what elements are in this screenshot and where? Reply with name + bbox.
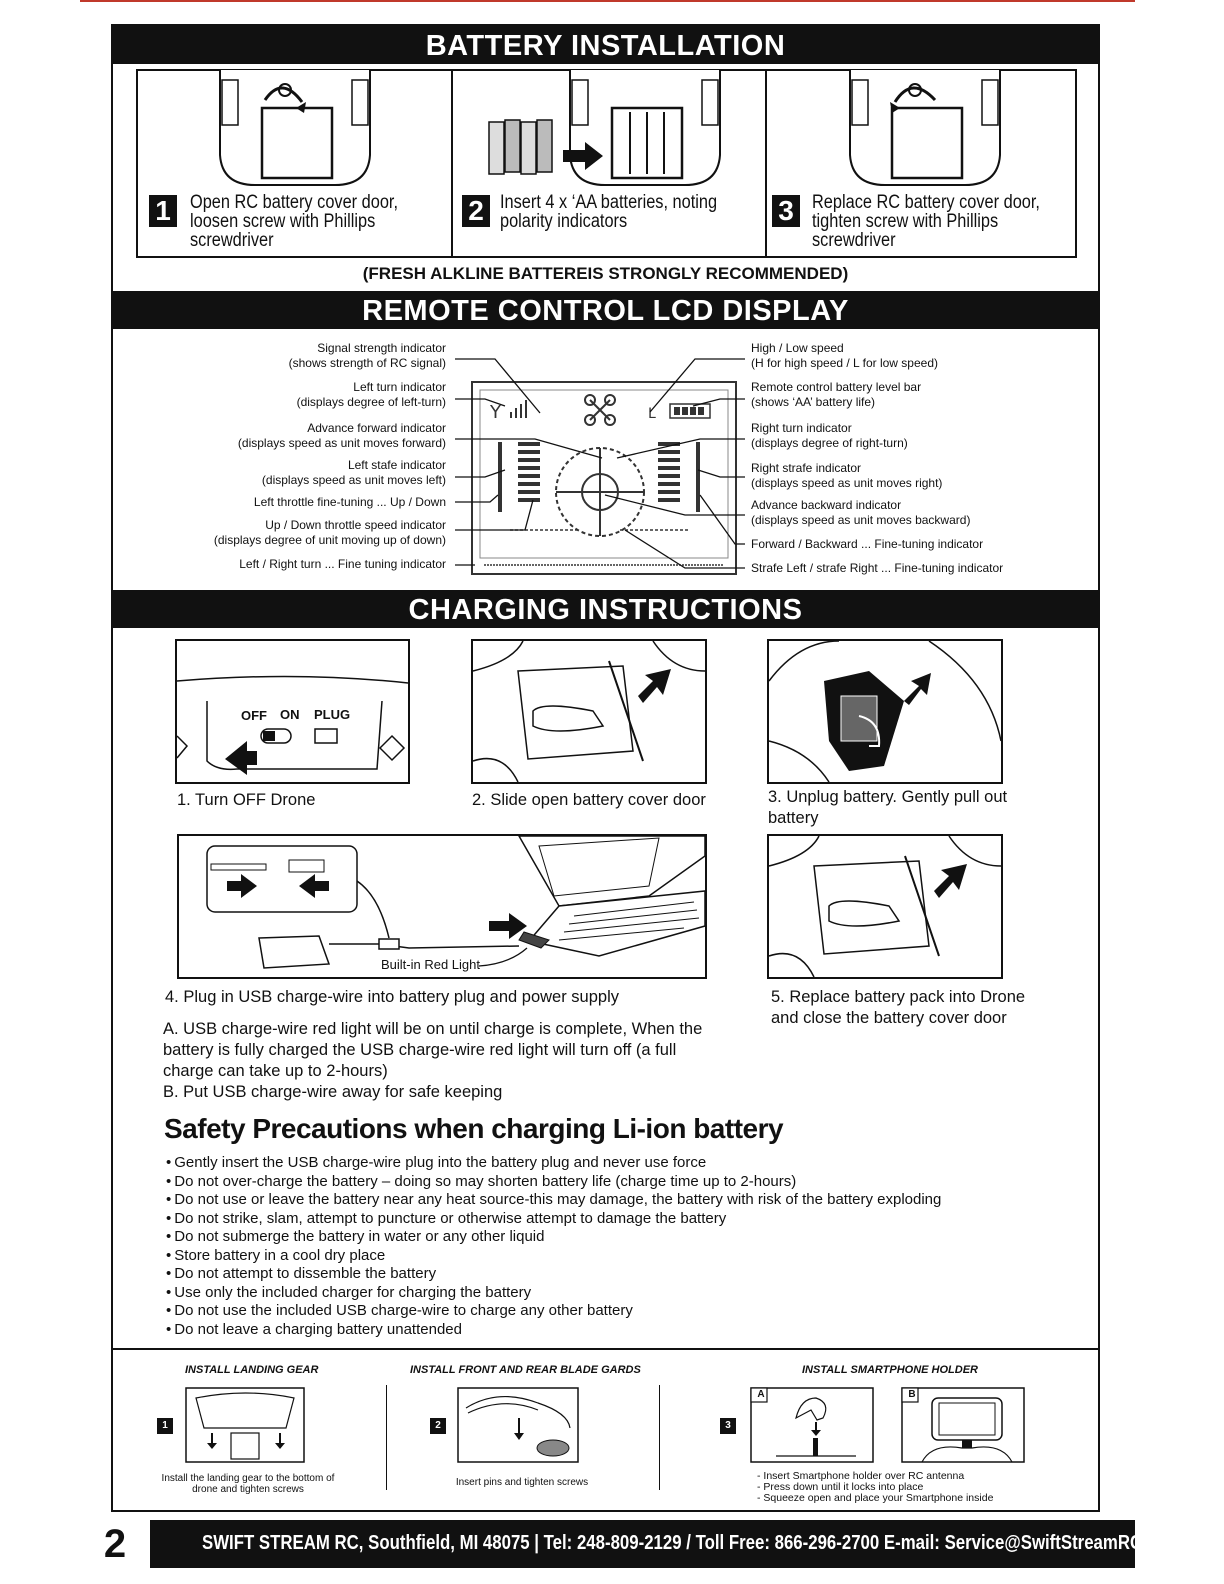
install-landing-gear-caption: Install the landing gear to the bottom of drone and tighten screws [161, 1473, 335, 1495]
lcd-label-left-throttle-fine: Left throttle fine-tuning ... Up / Down [253, 495, 446, 509]
charging-note-a: A. USB charge-wire red light will be on until charge is complete, When the battery is fully charged the USB charge-wire red light will turn off (a full charge can take up to 2-hours) [163, 1020, 703, 1080]
lcd-label-signal: Signal strength indicator (shows strength of RC signal) [288, 341, 446, 370]
footer-bar [80, 1520, 1182, 1568]
landing-gear-illustration [186, 1388, 306, 1464]
lcd-section-title: REMOTE CONTROL LCD DISPLAY [111, 291, 1100, 329]
charging-note-b: B. Put USB charge-wire away for safe keeping [163, 1083, 503, 1101]
lcd-label-battery-level: Remote control battery level bar (shows ‘AA’ battery life) [751, 380, 922, 409]
safety-item: • Do not submerge the battery in water or any other liquid [166, 1228, 544, 1247]
charging-image-replace [767, 834, 1003, 979]
lcd-label-advance-forward: Advance forward indicator (displays speed as unit moves forward) [237, 421, 446, 450]
battery-step-3-number: 3 [772, 195, 800, 227]
lcd-label-fb-fine: Forward / Backward ... Fine-tuning indicator [751, 537, 984, 551]
lcd-label-advance-backward: Advance backward indicator (displays speed as unit moves backward) [751, 498, 971, 527]
battery-section-title: BATTERY INSTALLATION [111, 26, 1100, 64]
phone-holder-label-b: B [908, 1389, 916, 1400]
safety-item: • Use only the included charger for charging the battery [166, 1284, 531, 1303]
safety-item: • Do not over-charge the battery – doing so may shorten battery life (charge time up to 2-hours) [166, 1173, 796, 1192]
lcd-label-right-turn: Right turn indicator (displays degree of right-turn) [751, 421, 908, 450]
charging-section-title: CHARGING INSTRUCTIONS [111, 590, 1100, 628]
phone-holder-label-a: A [757, 1389, 765, 1400]
remote-batteries-illustration [485, 70, 745, 190]
battery-recommendation-note: (FRESH ALKLINE BATTEREIS STRONGLY RECOMMENDED) [362, 264, 849, 283]
charging-step-3: 3. Unplug battery. Gently pull out battery [768, 788, 1008, 827]
charging-step-2: 2. Slide open battery cover door [472, 791, 706, 809]
battery-step-2-number: 2 [462, 195, 490, 227]
remote-back-illustration-1 [210, 70, 380, 190]
install-step-2-number: 2 [430, 1418, 446, 1434]
safety-item: • Do not use or leave the battery near any heat source-this may damage, the battery with risk of the battery exploding [166, 1191, 941, 1210]
switch-label-off: OFF [241, 708, 267, 723]
charging-step-5: 5. Replace battery pack into Drone and close the battery cover door [771, 988, 1026, 1027]
switch-label-plug: PLUG [314, 707, 351, 722]
safety-item: • Do not strike, slam, attempt to puncture or otherwise attempt to damage the battery [166, 1210, 726, 1229]
footer-contact: SWIFT STREAM RC, Southfield, MI 48075 | Tel: 248-809-2129 / Toll Free: 866-296-2700 E-mail: Service@SwiftStreamRC.com [202, 1532, 1182, 1554]
phone-holder-step-b-illustration [902, 1388, 1027, 1464]
page-number: 2 [80, 1520, 150, 1568]
remote-back-illustration-3 [840, 70, 1010, 190]
charging-step-1: 1. Turn OFF Drone [177, 791, 316, 809]
builtin-red-light-label: Built-in Red Light [381, 957, 480, 972]
lcd-callout-lines [445, 340, 755, 580]
safety-item: • Store battery in a cool dry place [166, 1247, 385, 1266]
lcd-label-high-low: High / Low speed (H for high speed / L for low speed) [751, 341, 938, 370]
install-phone-holder-title: INSTALL SMARTPHONE HOLDER [802, 1364, 979, 1376]
battery-step-1-number: 1 [149, 195, 177, 227]
safety-item: • Do not attempt to dissemble the battery [166, 1265, 436, 1284]
top-rule [80, 0, 1135, 2]
battery-step-2-text: Insert 4 x ‘AA batteries, noting polarity indicators [500, 192, 718, 232]
phone-holder-steps: - Insert Smartphone holder over RC antenna - Press down until it locks into place - Squeeze open and place your Smartphone inside [757, 1470, 994, 1504]
blade-guards-illustration [458, 1388, 580, 1464]
install-step-3-number: 3 [720, 1418, 736, 1434]
safety-title: Safety Precautions when charging Li-ion battery [164, 1113, 784, 1144]
battery-step-1-text: Open RC battery cover door, loosen screw with Phillips screwdriver [190, 192, 398, 251]
safety-item: • Do not leave a charging battery unattended [166, 1321, 462, 1340]
install-landing-gear-title: INSTALL LANDING GEAR [185, 1364, 319, 1376]
lcd-label-updown-throttle: Up / Down throttle speed indicator (displays degree of unit moving up of down) [213, 518, 446, 547]
svg-text:Y: Y [490, 402, 501, 423]
lcd-label-right-strafe: Right strafe indicator (displays speed as unit moves right) [751, 461, 943, 490]
safety-item: • Gently insert the USB charge-wire plug into the battery plug and never use force [166, 1154, 706, 1173]
phone-holder-step-a-illustration [751, 1388, 876, 1464]
lcd-label-strafe-fine: Strafe Left / strafe Right ... Fine-tuning indicator [751, 561, 1004, 575]
install-blade-guards-title: INSTALL FRONT AND REAR BLADE GARDS [410, 1364, 641, 1376]
battery-step-3-text: Replace RC battery cover door, tighten screw with Phillips screwdriver [812, 192, 1040, 251]
charging-image-switch [175, 639, 410, 784]
safety-item: • Do not use the included USB charge-wire to charge any other battery [166, 1302, 633, 1321]
charging-image-laptop [177, 834, 707, 979]
svg-text:L: L [648, 406, 656, 422]
lcd-label-left-strafe: Left stafe indicator (displays speed as unit moves left) [261, 458, 446, 487]
install-blade-guards-caption: Insert pins and tighten screws [455, 1477, 589, 1488]
charging-image-cover [471, 639, 707, 784]
charging-image-unplug [767, 639, 1003, 784]
lcd-label-left-turn: Left turn indicator (displays degree of left-turn) [296, 380, 446, 409]
lcd-label-turn-fine: Left / Right turn ... Fine tuning indicator [239, 557, 446, 571]
charging-step-4: 4. Plug in USB charge-wire into battery plug and power supply [165, 988, 619, 1006]
install-divider [111, 1348, 1100, 1350]
switch-label-on: ON [280, 707, 300, 722]
install-step-1-number: 1 [157, 1418, 173, 1434]
